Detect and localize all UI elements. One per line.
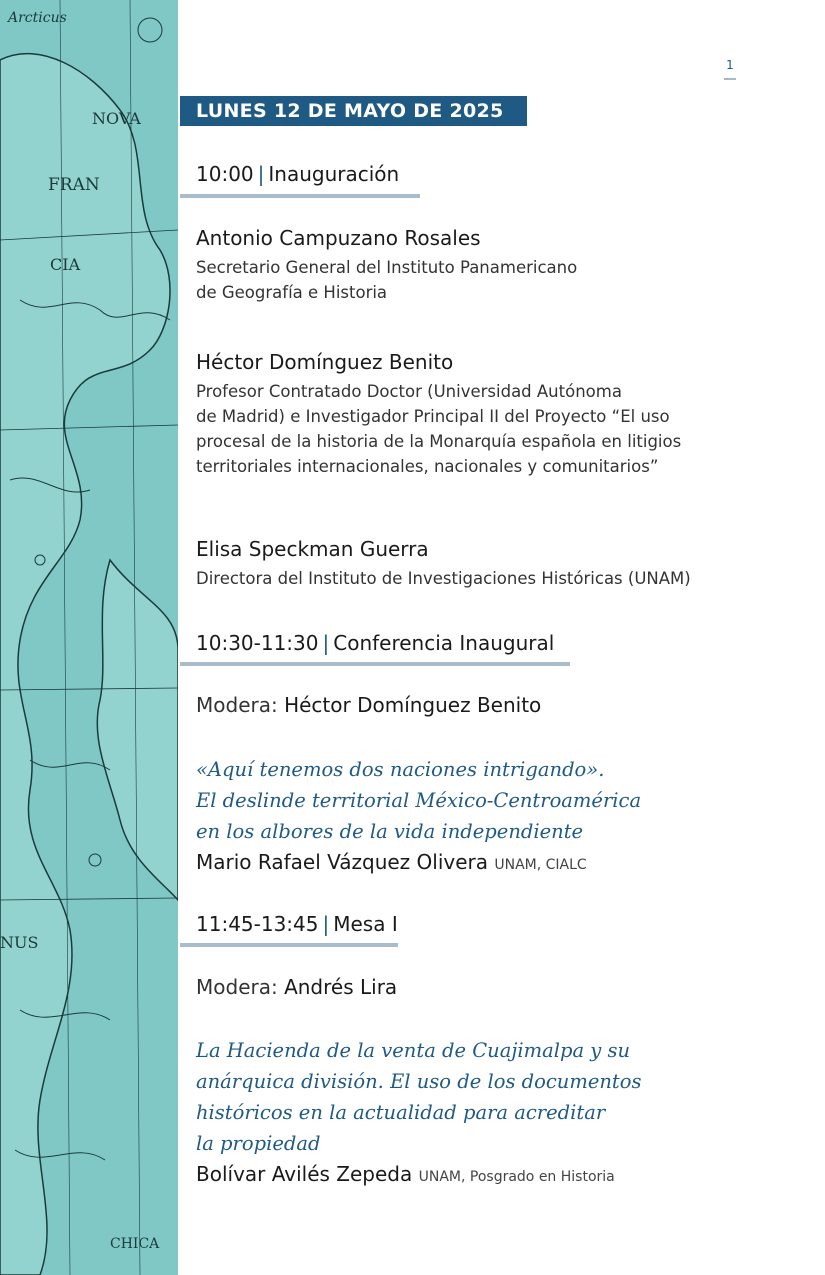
section-rule: [180, 194, 420, 198]
section-rule: [180, 662, 570, 666]
date-banner: LUNES 12 DE MAYO DE 2025: [180, 96, 527, 126]
talk-speaker-affiliation: UNAM, Posgrado en Historia: [418, 1169, 615, 1185]
moderator-line: [196, 693, 541, 717]
speaker-name: Antonio Campuzano Rosales: [196, 226, 481, 250]
talk-speaker-name: Bolívar Avilés Zepeda: [196, 1162, 413, 1186]
speaker-role-line: Directora del Instituto de Investigaciones Históricas (UNAM): [196, 569, 691, 588]
speaker-role-line: Profesor Contratado Doctor (Universidad Autónoma: [196, 382, 622, 401]
separator-bar: |: [322, 912, 330, 936]
moderator-line: [196, 975, 397, 999]
speaker-role-line: territoriales internacionales, nacionales y comunitarios”: [196, 457, 659, 476]
talk-title-line: anárquica división. El uso de los documentos: [196, 1070, 642, 1093]
session-title: Mesa I: [333, 912, 398, 936]
moderator-label: Modera:: [196, 693, 278, 717]
speaker-role-line: Secretario General del Instituto Panamericano: [196, 258, 578, 277]
map-label-nus: NUS: [0, 933, 39, 952]
talk-speaker-name: Mario Rafael Vázquez Olivera: [196, 850, 489, 874]
talk-title-line: la propiedad: [196, 1132, 321, 1155]
map-label-cia: CIA: [50, 255, 81, 274]
map-label-nova: NOVA: [92, 109, 141, 128]
talk-title-line: El deslinde territorial México-Centroamérica: [196, 789, 642, 812]
speaker-block: [196, 349, 796, 479]
talk-title-line: La Hacienda de la venta de Cuajimalpa y su: [196, 1039, 631, 1062]
map-drawing: [0, 0, 178, 1275]
speaker-name: Héctor Domínguez Benito: [196, 350, 454, 374]
talk-title-line: históricos en la actualidad para acreditar: [196, 1101, 606, 1124]
talk-speaker: [196, 1159, 756, 1192]
section-rule: [180, 943, 398, 947]
speaker-block: [196, 225, 796, 305]
separator-bar: |: [322, 631, 330, 655]
moderator-label: Modera:: [196, 975, 278, 999]
session-heading-conferencia: [196, 631, 554, 655]
separator-bar: |: [257, 162, 265, 186]
talk-title-line: «Aquí tenemos dos naciones intrigando».: [196, 758, 605, 781]
speaker-block: [196, 536, 796, 591]
talk-speaker: [196, 847, 756, 880]
talk-block: [196, 754, 756, 880]
session-time: 11:45-13:45: [196, 912, 319, 936]
talk-speaker-affiliation: UNAM, CIALC: [494, 857, 587, 873]
speaker-role-line: procesal de la historia de la Monarquía española en litigios: [196, 432, 682, 451]
session-title: Conferencia Inaugural: [333, 631, 555, 655]
speaker-name: Elisa Speckman Guerra: [196, 537, 429, 561]
session-time: 10:00: [196, 162, 254, 186]
speaker-role-line: de Madrid) e Investigador Principal II del Proyecto “El uso: [196, 407, 670, 426]
talk-block: [196, 1035, 756, 1192]
map-label-arcticus: Arcticus: [8, 10, 67, 26]
session-heading-inauguracion: [196, 162, 399, 186]
map-illustration: [0, 0, 178, 1275]
map-label-chica: CHICA: [110, 1236, 160, 1252]
session-time: 10:30-11:30: [196, 631, 319, 655]
session-heading-mesa: [196, 912, 398, 936]
speaker-role-line: de Geografía e Historia: [196, 283, 388, 302]
page-number: 1: [724, 58, 736, 80]
talk-title-line: en los albores de la vida independiente: [196, 820, 584, 843]
session-title: Inauguración: [268, 162, 400, 186]
moderator-name: Andrés Lira: [284, 975, 398, 999]
moderator-name: Héctor Domínguez Benito: [284, 693, 542, 717]
map-label-fran: FRAN: [48, 175, 100, 195]
